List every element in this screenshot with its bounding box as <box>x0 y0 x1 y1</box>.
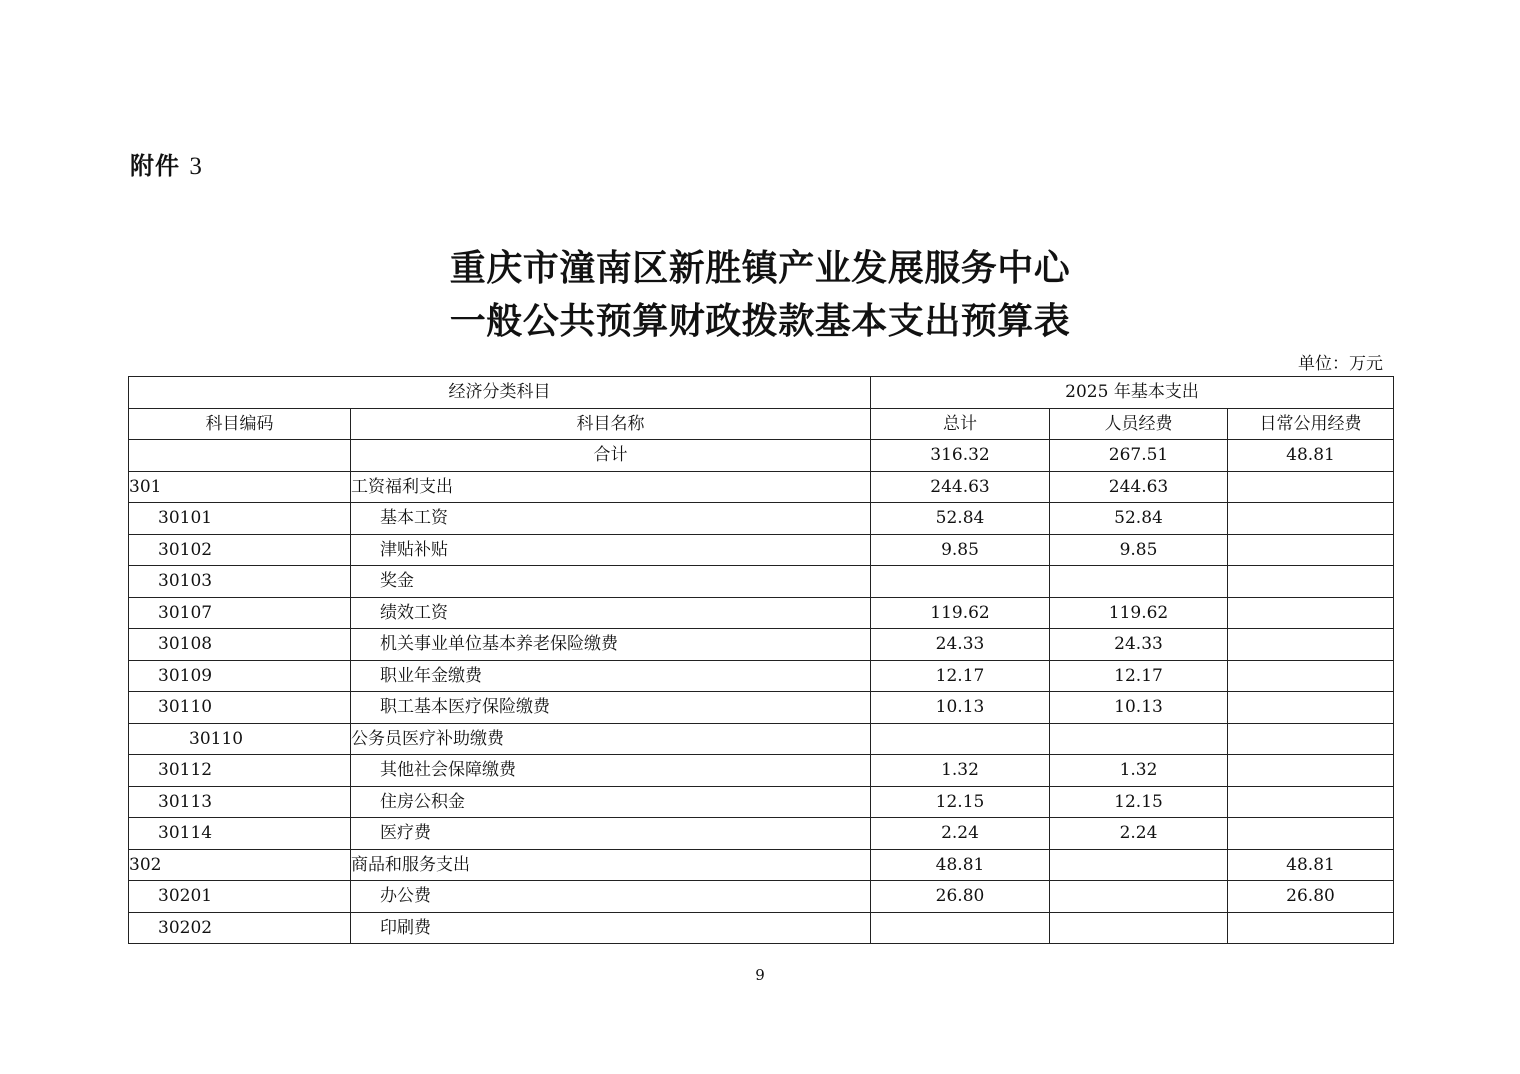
table-row <box>129 786 1394 818</box>
cell-public <box>1228 471 1394 503</box>
cell-total: 52.84 <box>871 503 1050 535</box>
cell-code: 30114 <box>129 818 351 850</box>
table-row <box>129 849 1394 881</box>
cell-total: 119.62 <box>871 597 1050 629</box>
cell-code: 30112 <box>129 755 351 787</box>
cell-name: 绩效工资 <box>351 597 871 629</box>
cell-personnel: 119.62 <box>1050 597 1228 629</box>
attachment-text: 附件 <box>130 152 180 180</box>
cell-name: 其他社会保障缴费 <box>351 755 871 787</box>
table-row <box>129 471 1394 503</box>
cell-total: 1.32 <box>871 755 1050 787</box>
cell-code: 30101 <box>129 503 351 535</box>
page-number: 9 <box>755 966 765 984</box>
cell-personnel: 12.17 <box>1050 660 1228 692</box>
cell-public: 48.81 <box>1228 849 1394 881</box>
cell-public <box>1228 755 1394 787</box>
cell-personnel <box>1050 566 1228 598</box>
cell-name: 办公费 <box>351 881 871 913</box>
cell-total: 26.80 <box>871 881 1050 913</box>
cell-personnel <box>1050 723 1228 755</box>
cell-name: 印刷费 <box>351 912 871 944</box>
cell-public <box>1228 786 1394 818</box>
group-header-basic-expenditure: 2025 年基本支出 <box>871 377 1394 409</box>
cell-code <box>129 440 351 472</box>
table-row <box>129 629 1394 661</box>
cell-name: 职工基本医疗保险缴费 <box>351 692 871 724</box>
table-row <box>129 912 1394 944</box>
col-header-total: 总计 <box>871 408 1050 440</box>
cell-total: 12.15 <box>871 786 1050 818</box>
cell-code: 30110 <box>129 692 351 724</box>
cell-name: 津贴补贴 <box>351 534 871 566</box>
cell-personnel: 12.15 <box>1050 786 1228 818</box>
cell-name: 住房公积金 <box>351 786 871 818</box>
cell-code: 30103 <box>129 566 351 598</box>
cell-code: 30202 <box>129 912 351 944</box>
cell-personnel: 244.63 <box>1050 471 1228 503</box>
col-header-personnel: 人员经费 <box>1050 408 1228 440</box>
attachment-number: 3 <box>189 153 203 180</box>
cell-public: 26.80 <box>1228 881 1394 913</box>
cell-total <box>871 912 1050 944</box>
cell-personnel <box>1050 849 1228 881</box>
cell-public <box>1228 503 1394 535</box>
cell-code: 301 <box>129 471 351 503</box>
cell-code: 30201 <box>129 881 351 913</box>
cell-name: 公务员医疗补助缴费 <box>351 723 871 755</box>
group-header-row <box>129 377 1394 409</box>
cell-public <box>1228 534 1394 566</box>
cell-total: 48.81 <box>871 849 1050 881</box>
cell-personnel: 1.32 <box>1050 755 1228 787</box>
cell-personnel <box>1050 881 1228 913</box>
col-header-public: 日常公用经费 <box>1228 408 1394 440</box>
cell-code: 30110 <box>129 723 351 755</box>
cell-personnel: 10.13 <box>1050 692 1228 724</box>
table-row <box>129 566 1394 598</box>
cell-code: 302 <box>129 849 351 881</box>
cell-total: 9.85 <box>871 534 1050 566</box>
table-row <box>129 503 1394 535</box>
cell-personnel <box>1050 912 1228 944</box>
cell-public <box>1228 660 1394 692</box>
cell-code: 30107 <box>129 597 351 629</box>
cell-code: 30102 <box>129 534 351 566</box>
cell-personnel: 267.51 <box>1050 440 1228 472</box>
column-header-row <box>129 408 1394 440</box>
cell-total: 244.63 <box>871 471 1050 503</box>
cell-code: 30108 <box>129 629 351 661</box>
cell-name: 机关事业单位基本养老保险缴费 <box>351 629 871 661</box>
cell-personnel: 52.84 <box>1050 503 1228 535</box>
cell-public <box>1228 723 1394 755</box>
cell-total <box>871 566 1050 598</box>
group-header-economic-classification: 经济分类科目 <box>129 377 871 409</box>
budget-table <box>128 376 1394 944</box>
attachment-label <box>130 146 203 181</box>
table-row <box>129 755 1394 787</box>
cell-total: 24.33 <box>871 629 1050 661</box>
cell-public <box>1228 912 1394 944</box>
page-title-line-2: 一般公共预算财政拨款基本支出预算表 <box>449 301 1071 342</box>
cell-personnel: 9.85 <box>1050 534 1228 566</box>
table-row <box>129 881 1394 913</box>
table-row <box>129 660 1394 692</box>
table-row <box>129 534 1394 566</box>
cell-name: 工资福利支出 <box>351 471 871 503</box>
table-row <box>129 692 1394 724</box>
cell-personnel: 24.33 <box>1050 629 1228 661</box>
cell-code: 30113 <box>129 786 351 818</box>
col-header-code: 科目编码 <box>129 408 351 440</box>
cell-code: 30109 <box>129 660 351 692</box>
cell-public <box>1228 629 1394 661</box>
cell-public: 48.81 <box>1228 440 1394 472</box>
cell-public <box>1228 566 1394 598</box>
cell-total: 316.32 <box>871 440 1050 472</box>
cell-name: 基本工资 <box>351 503 871 535</box>
unit-label: 单位：万元 <box>1298 354 1383 374</box>
col-header-name: 科目名称 <box>351 408 871 440</box>
cell-name: 职业年金缴费 <box>351 660 871 692</box>
table-row-total <box>129 440 1394 472</box>
cell-name: 医疗费 <box>351 818 871 850</box>
table-row <box>129 723 1394 755</box>
cell-name: 奖金 <box>351 566 871 598</box>
cell-personnel: 2.24 <box>1050 818 1228 850</box>
cell-total: 12.17 <box>871 660 1050 692</box>
cell-total <box>871 723 1050 755</box>
cell-name: 商品和服务支出 <box>351 849 871 881</box>
cell-name: 合计 <box>351 440 871 472</box>
cell-total: 10.13 <box>871 692 1050 724</box>
cell-public <box>1228 818 1394 850</box>
table-row <box>129 818 1394 850</box>
cell-public <box>1228 597 1394 629</box>
page-title-line-1: 重庆市潼南区新胜镇产业发展服务中心 <box>449 248 1071 289</box>
table-row <box>129 597 1394 629</box>
cell-total: 2.24 <box>871 818 1050 850</box>
cell-public <box>1228 692 1394 724</box>
